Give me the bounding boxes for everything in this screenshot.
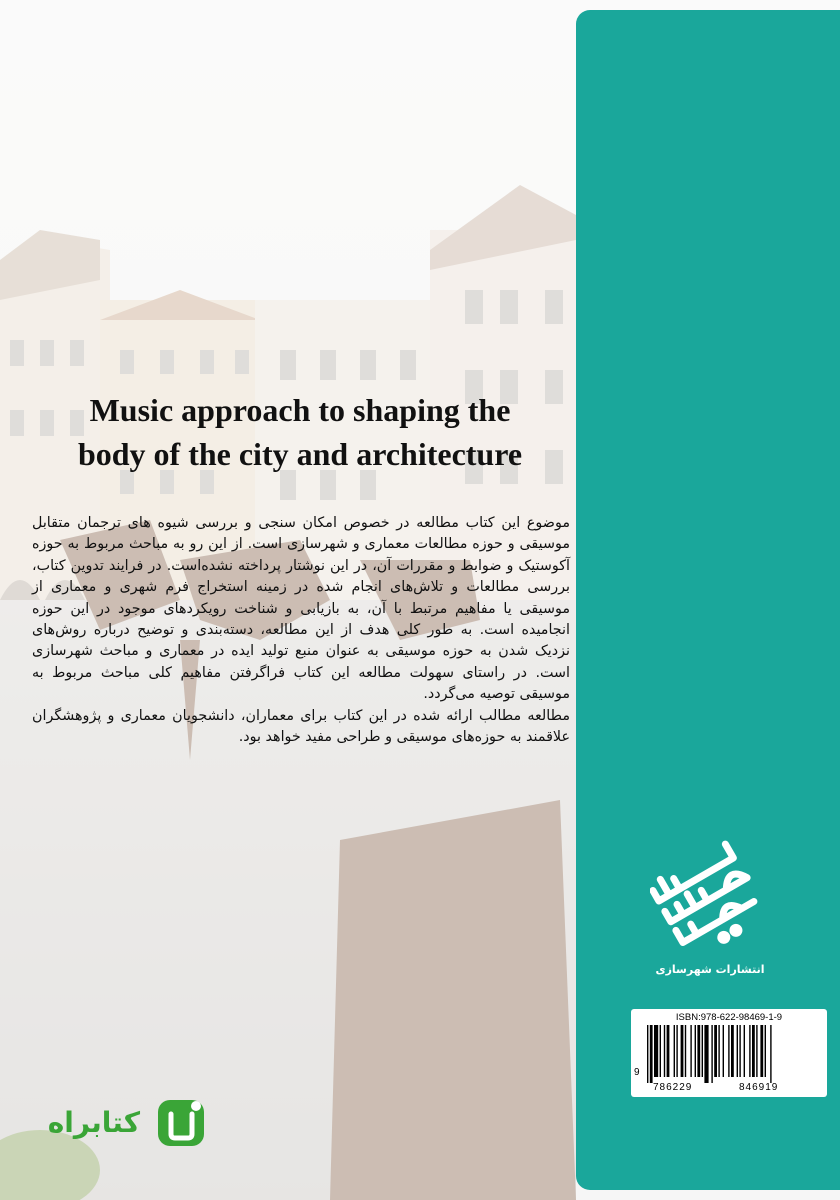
barcode-bar bbox=[690, 1025, 691, 1077]
description-text bbox=[32, 513, 570, 748]
barcode-bar bbox=[681, 1025, 684, 1077]
barcode-bar bbox=[744, 1025, 745, 1077]
barcode-bar bbox=[749, 1025, 750, 1077]
barcode-bar bbox=[676, 1025, 677, 1077]
barcode-bar bbox=[718, 1025, 719, 1077]
barcode-bar bbox=[752, 1025, 755, 1077]
barcode-bar bbox=[711, 1025, 712, 1083]
isbn-label: ISBN:978-622-98469-1-9 bbox=[675, 1012, 783, 1023]
barcode-bar bbox=[667, 1025, 670, 1077]
barcode-bar bbox=[714, 1025, 717, 1077]
barcode-bar bbox=[702, 1025, 703, 1077]
barcode-bar bbox=[695, 1025, 696, 1077]
description-paragraph-1: موضوع این کتاب مطالعه در خصوص امکان سنجی و بررسی شیوه های ترجمان متقابل موسیقی و حوزه مطالعات معماری و شهرسازی است. از این رو به مباحث مربوط به حوزه آکوستیک و ضوابط و مقررات آن، در این نوشتار پرداخته نشده‌است. در فرایند تدوین کتاب، بررسی مطالعات و تلاش‌های انجام شده در زمینه استخراج فرم شهری و معماری از موسیقی یا مفاهیم مرتبط با آن، به بازیابی و شناخت رویکردهای موجود در این حوزه انجامیده است. به طور کلی هدف از این مطالعه، دسته‌بندی و توضیح درباره روش‌های نزدیک شدن به حوزه موسیقی به عنوان منبع تولید ایده در معماری و مباحث شهرسازی است. در راستای سهولت مطالعه این کتاب فراگرفتن مفاهیم کلی مباحث مربوط به موسیقی توصیه می‌گردد. bbox=[32, 515, 570, 703]
barcode-bar bbox=[737, 1025, 738, 1077]
barcode bbox=[645, 1025, 815, 1083]
publisher-name: انتشارات شهرسازی bbox=[655, 963, 765, 976]
barcode-bar bbox=[765, 1025, 766, 1077]
description-paragraph-2: مطالعه مطالب ارائه شده در این کتاب برای معماران، دانشجویان معماری و پژوهشگران علاقمند به حوزه‌های موسیقی و طراحی مفید خواهد بود. bbox=[32, 707, 570, 746]
barcode-bar bbox=[760, 1025, 763, 1077]
barcode-bar bbox=[704, 1025, 708, 1083]
isbn-barcode-box bbox=[631, 1009, 827, 1097]
title-line-1: Music approach to shaping the bbox=[89, 392, 511, 428]
barcode-bar bbox=[685, 1025, 686, 1077]
barcode-bar bbox=[770, 1025, 771, 1083]
barcode-bar bbox=[731, 1025, 734, 1077]
barcode-digits-right: 846919 bbox=[739, 1082, 779, 1093]
publisher-logo bbox=[650, 840, 766, 956]
retailer-name: کتابراه bbox=[47, 1106, 140, 1139]
barcode-digit-first: 9 bbox=[634, 1067, 640, 1078]
barcode-digits-left: 786229 bbox=[653, 1082, 693, 1093]
title-line-2: body of the city and architecture bbox=[77, 436, 523, 472]
barcode-bar bbox=[664, 1025, 665, 1077]
barcode-bar bbox=[650, 1025, 653, 1083]
barcode-bar bbox=[674, 1025, 675, 1077]
barcode-bar bbox=[756, 1025, 757, 1077]
english-title bbox=[20, 388, 580, 476]
barcode-bar bbox=[660, 1025, 661, 1077]
barcode-bar bbox=[697, 1025, 700, 1077]
barcode-bar bbox=[647, 1025, 648, 1083]
barcode-bar bbox=[723, 1025, 724, 1077]
barcode-bar bbox=[739, 1025, 740, 1077]
barcode-bar bbox=[728, 1025, 729, 1077]
barcode-bar bbox=[654, 1025, 658, 1077]
